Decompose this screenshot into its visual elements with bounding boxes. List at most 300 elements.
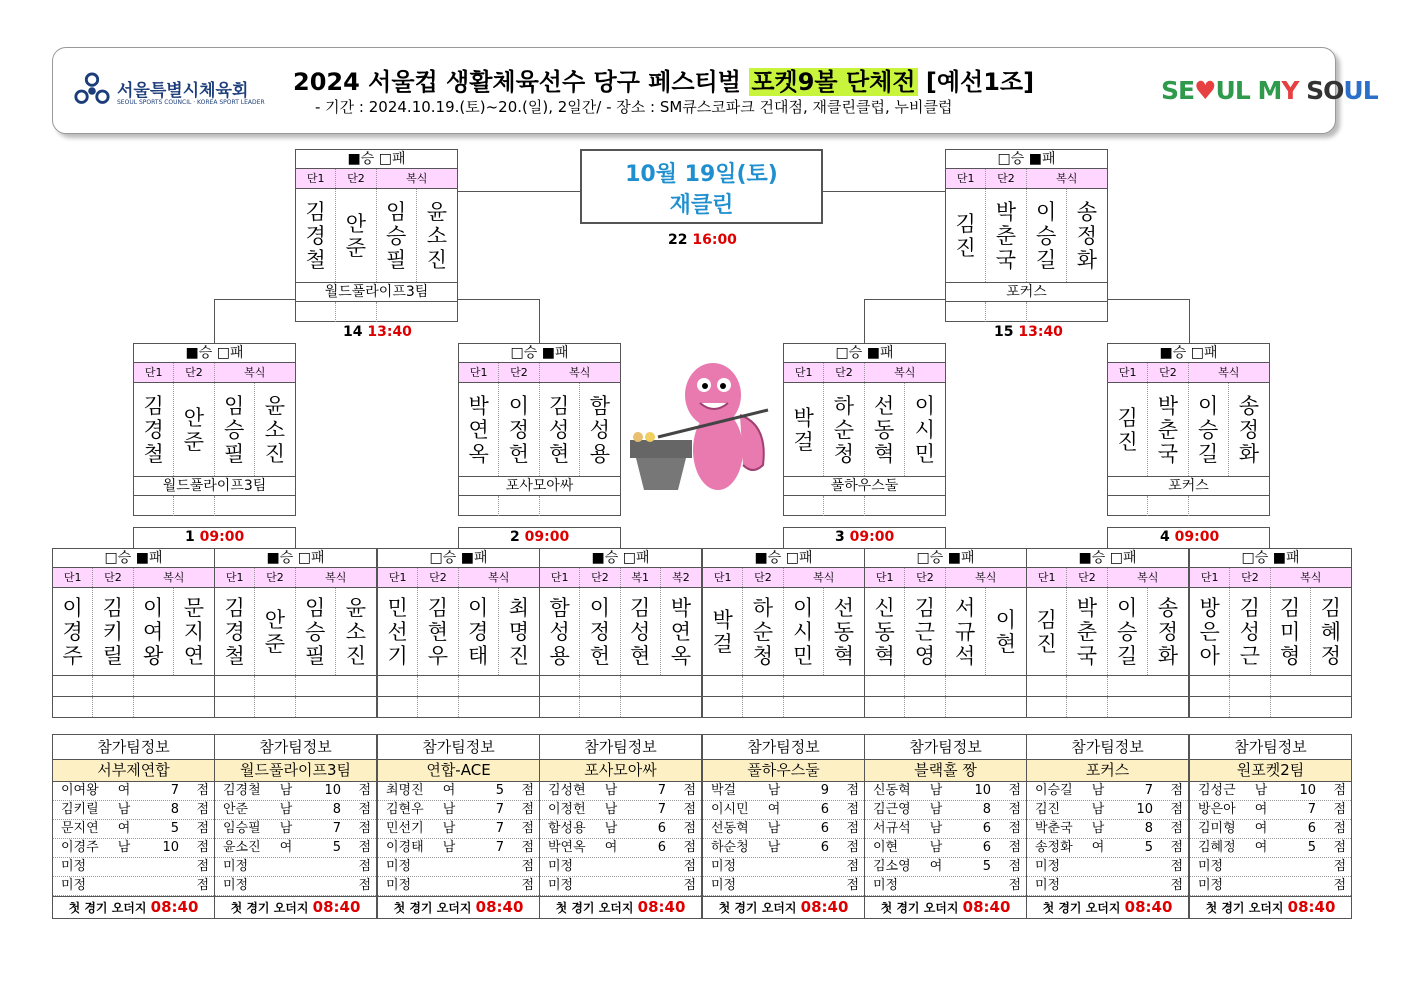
position-label: 단1	[296, 169, 336, 188]
match-label-2: 2 09:00	[510, 529, 570, 545]
member-score	[139, 877, 179, 895]
position-label: 단1	[459, 363, 499, 382]
event-period-venue: - 기간 : 2024.10.19.(토)~20.(일), 2일간/ - 장소 : SM큐스코파크 건대점, 재클린클럽, 누비클럽	[315, 98, 953, 116]
member-gender: 여	[117, 821, 131, 836]
member-gender: 남	[1091, 783, 1105, 798]
member-name: 박걸	[711, 783, 737, 798]
member-score	[301, 858, 341, 876]
member-gender	[271, 858, 301, 876]
member-gender	[434, 877, 464, 895]
member-gender	[109, 858, 139, 876]
player-name: 임 승 필	[296, 588, 336, 675]
member-gender: 여	[604, 840, 618, 855]
score-unit: 점	[521, 821, 534, 836]
member-name: 이승길	[1035, 783, 1073, 798]
match-result: □승 ■패	[378, 549, 539, 568]
position-label: 단2	[336, 169, 376, 188]
member-name: 이시민	[711, 802, 749, 817]
member-score: 9	[820, 783, 829, 798]
match-result: ■승 □패	[134, 344, 295, 363]
team-name: 포커스	[1027, 760, 1188, 782]
member-row	[865, 839, 1026, 858]
score-unit: 점	[1333, 802, 1346, 817]
member-gender: 남	[117, 802, 131, 817]
player-name: 선 동 혁	[865, 383, 905, 476]
player-name: 민 선 기	[378, 588, 418, 675]
member-name: 미정	[1035, 859, 1061, 874]
member-row	[703, 820, 864, 839]
member-name: 방은아	[1198, 802, 1236, 817]
member-score: 8	[1144, 821, 1153, 836]
member-score: 5	[982, 859, 991, 874]
score-unit: 점	[521, 878, 534, 893]
player-name: 서 규 석	[946, 588, 986, 675]
score-row	[540, 697, 701, 718]
player-name: 이 경 주	[53, 588, 93, 675]
score-unit: 점	[196, 859, 209, 874]
member-row	[378, 839, 539, 858]
member-score: 6	[820, 840, 829, 855]
member-name: 김현우	[386, 802, 424, 817]
member-gender: 남	[442, 840, 456, 855]
player-names	[703, 588, 864, 676]
team-info-table	[702, 734, 865, 919]
position-label: 단2	[1230, 568, 1270, 587]
team-name: 서부제연합	[53, 760, 214, 782]
score-unit: 점	[683, 802, 696, 817]
round1-team-card	[1026, 548, 1189, 718]
member-row	[378, 858, 539, 877]
member-row	[53, 858, 214, 877]
score-unit: 점	[196, 821, 209, 836]
score-unit: 점	[1170, 878, 1183, 893]
player-name: 안 준	[174, 383, 214, 476]
position-label: 복식	[569, 366, 591, 379]
first-game-order-deadline: 첫 경기 오더지 08:40	[703, 896, 864, 918]
team-name: 포커스	[1108, 477, 1269, 496]
score-row	[296, 302, 457, 322]
player-name: 김 진	[1108, 383, 1148, 476]
position-label: 단1	[946, 169, 986, 188]
member-name: 김경철	[223, 783, 261, 798]
round1-team-card	[539, 548, 702, 718]
score-row	[134, 496, 295, 516]
player-name: 이 정 헌	[499, 383, 539, 476]
player-name: 박 걸	[784, 383, 824, 476]
member-score: 7	[495, 840, 504, 855]
final-team-card-left	[295, 149, 458, 322]
member-gender: 여	[279, 840, 293, 855]
score-row	[53, 697, 214, 718]
score-unit: 점	[846, 821, 859, 836]
member-gender: 여	[1254, 840, 1268, 855]
member-row	[1027, 858, 1188, 877]
member-name: 미정	[223, 878, 249, 893]
semi-team-card-1	[133, 343, 296, 516]
score-row	[865, 676, 1026, 697]
team-name: 블랙홀 짱	[865, 760, 1026, 782]
position-label: 단2	[580, 568, 620, 587]
position-header	[378, 568, 539, 588]
member-row	[1027, 877, 1188, 896]
member-gender	[1246, 877, 1276, 895]
score-unit: 점	[1008, 821, 1021, 836]
member-row	[703, 839, 864, 858]
member-row	[540, 782, 701, 801]
player-names	[1108, 383, 1269, 477]
score-unit: 점	[196, 783, 209, 798]
position-label: 단1	[784, 363, 824, 382]
player-name: 박 걸	[703, 588, 743, 675]
member-score	[626, 858, 666, 876]
player-name: 윤 소 진	[264, 393, 286, 466]
position-header	[1027, 568, 1188, 588]
player-name: 하 순 청	[824, 383, 864, 476]
match-result: □승 ■패	[459, 344, 620, 363]
member-gender: 여	[1091, 840, 1105, 855]
score-unit: 점	[846, 802, 859, 817]
final-date: 10월 19일(토)	[625, 162, 778, 187]
position-label: 단2	[986, 169, 1026, 188]
player-names	[134, 383, 295, 477]
member-gender: 남	[604, 783, 618, 798]
member-score: 7	[1307, 802, 1316, 817]
position-label: 복식	[163, 571, 185, 584]
team-info-table	[377, 734, 540, 919]
member-score: 8	[332, 802, 341, 817]
member-score	[789, 877, 829, 895]
score-unit: 점	[1170, 840, 1183, 855]
score-row	[1027, 697, 1188, 718]
score-unit: 점	[358, 783, 371, 798]
title-highlight: 포켓9볼 단체전	[751, 68, 916, 96]
team-name: 포커스	[946, 283, 1107, 302]
position-label: 복식	[325, 571, 347, 584]
position-label: 단2	[93, 568, 133, 587]
member-row	[215, 820, 376, 839]
position-label: 복2	[672, 571, 690, 584]
member-score: 7	[332, 821, 341, 836]
player-names	[1027, 588, 1188, 676]
member-score: 8	[982, 802, 991, 817]
player-name: 박 춘 국	[1148, 383, 1188, 476]
player-name: 김 경 철	[215, 588, 255, 675]
member-score: 10	[162, 840, 179, 855]
team-info-table	[539, 734, 702, 919]
member-name: 박연옥	[548, 840, 586, 855]
member-score: 6	[657, 840, 666, 855]
position-header	[53, 568, 214, 588]
score-unit: 점	[358, 859, 371, 874]
position-label: 단1	[53, 568, 93, 587]
score-row	[459, 496, 620, 516]
member-gender	[271, 877, 301, 895]
player-name: 하 순 청	[743, 588, 783, 675]
team-name: 원포켓2팀	[1190, 760, 1351, 782]
score-row	[1190, 676, 1351, 697]
member-gender: 여	[1254, 802, 1268, 817]
member-score	[1113, 877, 1153, 895]
member-score: 7	[657, 802, 666, 817]
position-label: 복식	[813, 571, 835, 584]
member-gender: 남	[1091, 802, 1105, 817]
player-names	[378, 588, 539, 676]
player-names	[53, 588, 214, 676]
team-name: 월드풀라이프3팀	[296, 283, 457, 302]
position-label: 복식	[1300, 571, 1322, 584]
score-unit: 점	[1170, 859, 1183, 874]
score-unit: 점	[521, 802, 534, 817]
member-score: 7	[495, 821, 504, 836]
member-score	[1276, 858, 1316, 876]
position-label: 단2	[1148, 363, 1188, 382]
member-score: 6	[657, 821, 666, 836]
player-name: 김 미 형	[1271, 588, 1311, 675]
info-title: 참가팀정보	[865, 735, 1026, 760]
member-name: 김근영	[873, 802, 911, 817]
member-score: 6	[982, 821, 991, 836]
round1-team-card	[52, 548, 215, 718]
match-result: ■승 □패	[215, 549, 376, 568]
position-header	[134, 363, 295, 383]
round1-team-card	[702, 548, 865, 718]
score-unit: 점	[1008, 859, 1021, 874]
position-header	[540, 568, 701, 588]
member-row	[1190, 839, 1351, 858]
member-row	[540, 877, 701, 896]
position-label: 복식	[1218, 366, 1240, 379]
score-unit: 점	[1008, 802, 1021, 817]
score-unit: 점	[1170, 821, 1183, 836]
final-date-venue-box	[580, 149, 823, 224]
score-unit: 점	[683, 821, 696, 836]
position-label: 단1	[703, 568, 743, 587]
score-unit: 점	[846, 783, 859, 798]
member-gender	[759, 877, 789, 895]
score-unit: 점	[1333, 859, 1346, 874]
member-gender: 남	[929, 783, 943, 798]
position-label: 단1	[215, 568, 255, 587]
member-gender	[596, 877, 626, 895]
player-name: 선 동 혁	[833, 595, 855, 668]
member-gender: 남	[767, 840, 781, 855]
player-name: 함 성 용	[589, 393, 611, 466]
position-label: 단1	[1108, 363, 1148, 382]
member-name: 임승필	[223, 821, 261, 836]
member-row	[865, 877, 1026, 896]
member-gender: 남	[279, 821, 293, 836]
score-unit: 점	[521, 859, 534, 874]
team-info-table	[1189, 734, 1352, 919]
member-row	[865, 782, 1026, 801]
member-name: 선동혁	[711, 821, 749, 836]
position-label: 단1	[540, 568, 580, 587]
player-names	[1190, 588, 1351, 676]
title-prefix: 2024 서울컵 생활체육선수 당구 페스티벌	[293, 68, 750, 96]
player-name: 박 연 옥	[459, 383, 499, 476]
position-header	[784, 363, 945, 383]
player-names	[215, 588, 376, 676]
member-name: 이정헌	[548, 802, 586, 817]
score-unit: 점	[358, 802, 371, 817]
final-venue: 재클린	[669, 193, 734, 218]
player-name: 김 성 현	[540, 383, 580, 476]
member-name: 김성근	[1198, 783, 1236, 798]
member-gender: 남	[279, 802, 293, 817]
score-unit: 점	[1333, 821, 1346, 836]
round1-team-card	[377, 548, 540, 718]
score-row	[215, 697, 376, 718]
score-unit: 점	[1333, 783, 1346, 798]
info-title: 참가팀정보	[53, 735, 214, 760]
member-gender: 여	[117, 783, 131, 798]
member-name: 미정	[61, 859, 87, 874]
member-name: 미정	[873, 878, 899, 893]
member-gender: 남	[929, 821, 943, 836]
score-unit: 점	[683, 840, 696, 855]
member-gender: 남	[117, 840, 131, 855]
member-name: 김진	[1035, 802, 1061, 817]
position-header	[703, 568, 864, 588]
match-result: □승 ■패	[53, 549, 214, 568]
member-row	[703, 782, 864, 801]
final-team-card-right	[945, 149, 1108, 322]
member-name: 미정	[1035, 878, 1061, 893]
member-name: 미정	[1198, 878, 1224, 893]
final-match-label: 22 16:00	[668, 232, 737, 248]
member-score	[1276, 877, 1316, 895]
position-label: 단1	[378, 568, 418, 587]
member-row	[865, 801, 1026, 820]
member-gender: 여	[767, 802, 781, 817]
member-score	[139, 858, 179, 876]
player-name: 이 승 길	[1189, 383, 1229, 476]
member-row	[540, 801, 701, 820]
member-row	[378, 877, 539, 896]
member-name: 송정화	[1035, 840, 1073, 855]
member-name: 이경주	[61, 840, 99, 855]
member-gender: 남	[604, 821, 618, 836]
info-title: 참가팀정보	[215, 735, 376, 760]
member-name: 김미형	[1198, 821, 1236, 836]
match-label-4: 4 09:00	[1160, 529, 1220, 545]
round1-team-card	[214, 548, 377, 718]
team-info-table	[864, 734, 1027, 919]
member-score	[789, 858, 829, 876]
info-title: 참가팀정보	[703, 735, 864, 760]
position-label: 단2	[1067, 568, 1107, 587]
position-header	[1108, 363, 1269, 383]
score-row	[215, 676, 376, 697]
member-row	[215, 877, 376, 896]
player-name: 임 승 필	[377, 189, 417, 282]
member-name: 미정	[711, 859, 737, 874]
player-names	[296, 189, 457, 283]
member-score: 6	[982, 840, 991, 855]
player-name: 함 성 용	[540, 588, 580, 675]
player-names	[459, 383, 620, 477]
member-row	[53, 820, 214, 839]
member-row	[378, 820, 539, 839]
player-name: 방 은 아	[1190, 588, 1230, 675]
member-name: 미정	[711, 878, 737, 893]
player-name: 송 정 화	[1157, 595, 1179, 668]
position-label: 단1	[1027, 568, 1067, 587]
position-label: 단2	[743, 568, 783, 587]
member-row	[1027, 839, 1188, 858]
score-unit: 점	[196, 840, 209, 855]
player-name: 김 경 철	[134, 383, 174, 476]
score-unit: 점	[683, 878, 696, 893]
member-row	[540, 820, 701, 839]
page-title	[293, 62, 1034, 97]
member-gender	[1083, 877, 1113, 895]
position-label: 복식	[894, 366, 916, 379]
member-name: 김성현	[548, 783, 586, 798]
member-score: 5	[332, 840, 341, 855]
member-gender: 남	[929, 802, 943, 817]
member-name: 신동혁	[873, 783, 911, 798]
member-score	[464, 858, 504, 876]
member-gender	[596, 858, 626, 876]
score-unit: 점	[1333, 840, 1346, 855]
score-row	[946, 302, 1107, 322]
member-name: 이여왕	[61, 783, 99, 798]
member-name: 미정	[386, 859, 412, 874]
position-header	[459, 363, 620, 383]
seoul-sports-council-logo	[73, 70, 263, 114]
member-row	[865, 858, 1026, 877]
semi-team-card-2	[458, 343, 621, 516]
member-row	[1190, 877, 1351, 896]
team-name: 월드풀라이프3팀	[215, 760, 376, 782]
player-name: 이 여 왕	[134, 588, 174, 675]
match-result: □승 ■패	[1190, 549, 1351, 568]
member-score: 5	[1307, 840, 1316, 855]
first-game-order-deadline: 첫 경기 오더지 08:40	[1190, 896, 1351, 918]
player-name: 이 시 민	[784, 588, 824, 675]
match-label-3: 3 09:00	[835, 529, 895, 545]
match-result: ■승 □패	[296, 150, 457, 169]
member-name: 미정	[386, 878, 412, 893]
team-info-table	[214, 734, 377, 919]
member-row	[215, 839, 376, 858]
member-name: 함성용	[548, 821, 586, 836]
score-row	[784, 496, 945, 516]
member-score	[951, 877, 991, 895]
member-gender: 남	[767, 821, 781, 836]
score-unit: 점	[683, 783, 696, 798]
member-name: 미정	[61, 878, 87, 893]
member-score: 5	[495, 783, 504, 798]
member-row	[1190, 820, 1351, 839]
member-gender	[109, 877, 139, 895]
mascot-billiards-illustration	[628, 355, 773, 495]
first-game-order-deadline: 첫 경기 오더지 08:40	[865, 896, 1026, 918]
score-unit: 점	[683, 859, 696, 874]
position-label: 단2	[174, 363, 214, 382]
team-name: 포사모아싸	[459, 477, 620, 496]
player-name: 이 시 민	[914, 393, 936, 466]
member-gender: 남	[279, 783, 293, 798]
round1-team-card	[864, 548, 1027, 718]
member-name: 윤소진	[223, 840, 261, 855]
player-name: 송 정 화	[1238, 393, 1260, 466]
member-row	[1190, 782, 1351, 801]
score-row	[1027, 676, 1188, 697]
player-name: 김 진	[1027, 588, 1067, 675]
score-row	[53, 676, 214, 697]
